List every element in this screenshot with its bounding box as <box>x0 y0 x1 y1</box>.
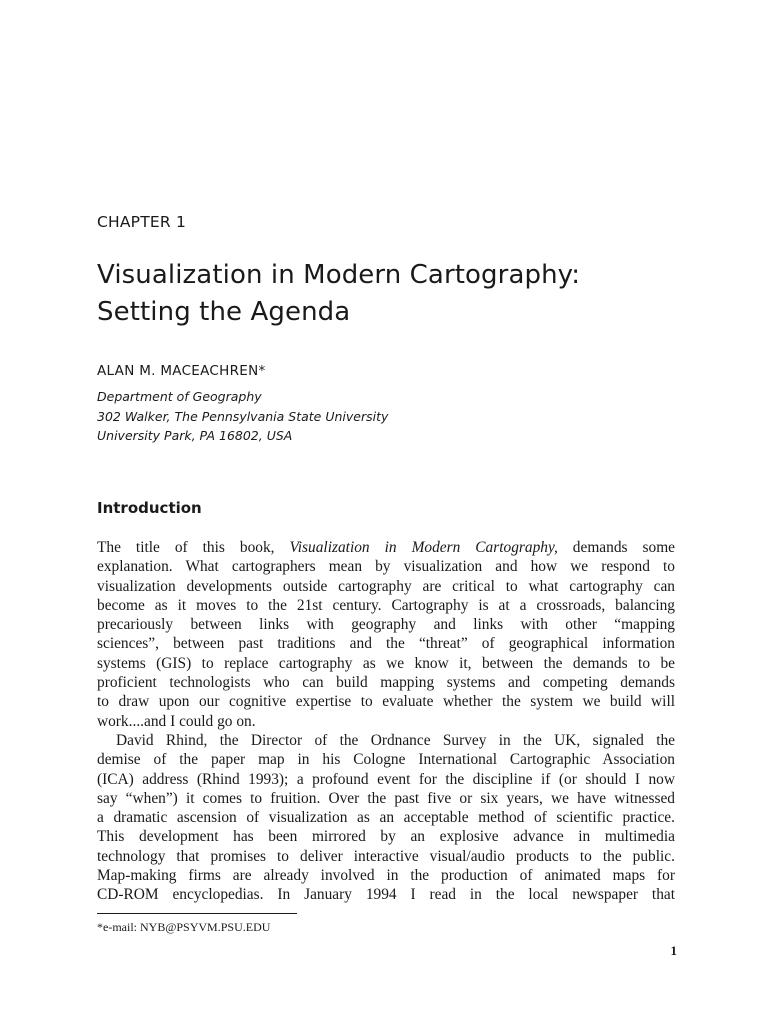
body-text <box>97 538 675 905</box>
paragraph-1-line-1-start: The title of this book, <box>97 539 290 556</box>
footnote: *e-mail: NYB@PSYVM.PSU.EDU <box>97 920 271 934</box>
paragraph-1-line: proficient technologists who can build mapping systems and competing demands <box>97 674 675 692</box>
paragraph-2-line: demise of the paper map in his Cologne International Cartographic Association <box>97 751 675 769</box>
chapter-title-line-2: Setting the Agenda <box>97 297 351 327</box>
paragraph-2-line: This development has been mirrored by an explosive advance in multimedia <box>97 828 675 846</box>
author-name: ALAN M. MACEACHREN* <box>97 363 266 379</box>
chapter-title-line-1: Visualization in Modern Cartography: <box>97 260 581 290</box>
paragraph-1-line: sciences”, between past traditions and the “threat” of geographical information <box>97 635 675 653</box>
page-number: 1 <box>670 943 677 958</box>
affiliation-city: University Park, PA 16802, USA <box>97 428 293 443</box>
paragraph-1-line: to draw upon our cognitive expertise to evaluate whether the system we build will <box>97 693 675 711</box>
affiliation-department: Department of Geography <box>97 389 262 404</box>
paragraph-1-line: explanation. What cartographers mean by visualization and how we respond to <box>97 558 675 576</box>
book-title-italic: Visualization in Modern Cartography, <box>289 539 558 556</box>
paragraph-1-line: systems (GIS) to replace cartography as we know it, between the demands to be <box>97 654 675 672</box>
paragraph-2-line: (ICA) address (Rhind 1993); a profound event for the discipline if (or should I now <box>97 770 675 788</box>
paragraph-2-line: Map-making firms are already involved in the production of animated maps for <box>97 867 675 885</box>
paragraph-2-line: CD-ROM encyclopedias. In January 1994 I read in the local newspaper that <box>97 886 675 904</box>
chapter-title <box>97 257 737 331</box>
section-heading: Introduction <box>97 499 202 517</box>
paragraph-1-line: precariously between links with geography and links with other “mapping <box>97 616 675 634</box>
paragraph-1-last-line: work....and I could go on. <box>97 712 256 730</box>
author-affiliation <box>97 387 388 446</box>
paragraph-2-line: David Rhind, the Director of the Ordnance Survey in the UK, signaled the <box>116 731 675 749</box>
footnote-divider <box>97 913 297 914</box>
paragraph-2-line: say “when”) it comes to fruition. Over the past five or six years, we have witnessed <box>97 789 675 807</box>
paragraph-2-line: a dramatic ascension of visualization as an acceptable method of scientific practice. <box>97 809 675 827</box>
chapter-label: CHAPTER 1 <box>97 213 187 231</box>
paragraph-1-line: visualization developments outside cartography are critical to what cartography can <box>97 577 675 595</box>
affiliation-address: 302 Walker, The Pennsylvania State University <box>97 408 389 424</box>
paragraph-1-line-1 <box>97 538 675 557</box>
paragraph-1-line: become as it moves to the 21st century. Cartography is at a crossroads, balancing <box>97 596 675 614</box>
paragraph-1-line-1-end: demands some <box>557 539 675 556</box>
paragraph-2-line: technology that promises to deliver interactive visual/audio products to the public. <box>97 847 675 865</box>
